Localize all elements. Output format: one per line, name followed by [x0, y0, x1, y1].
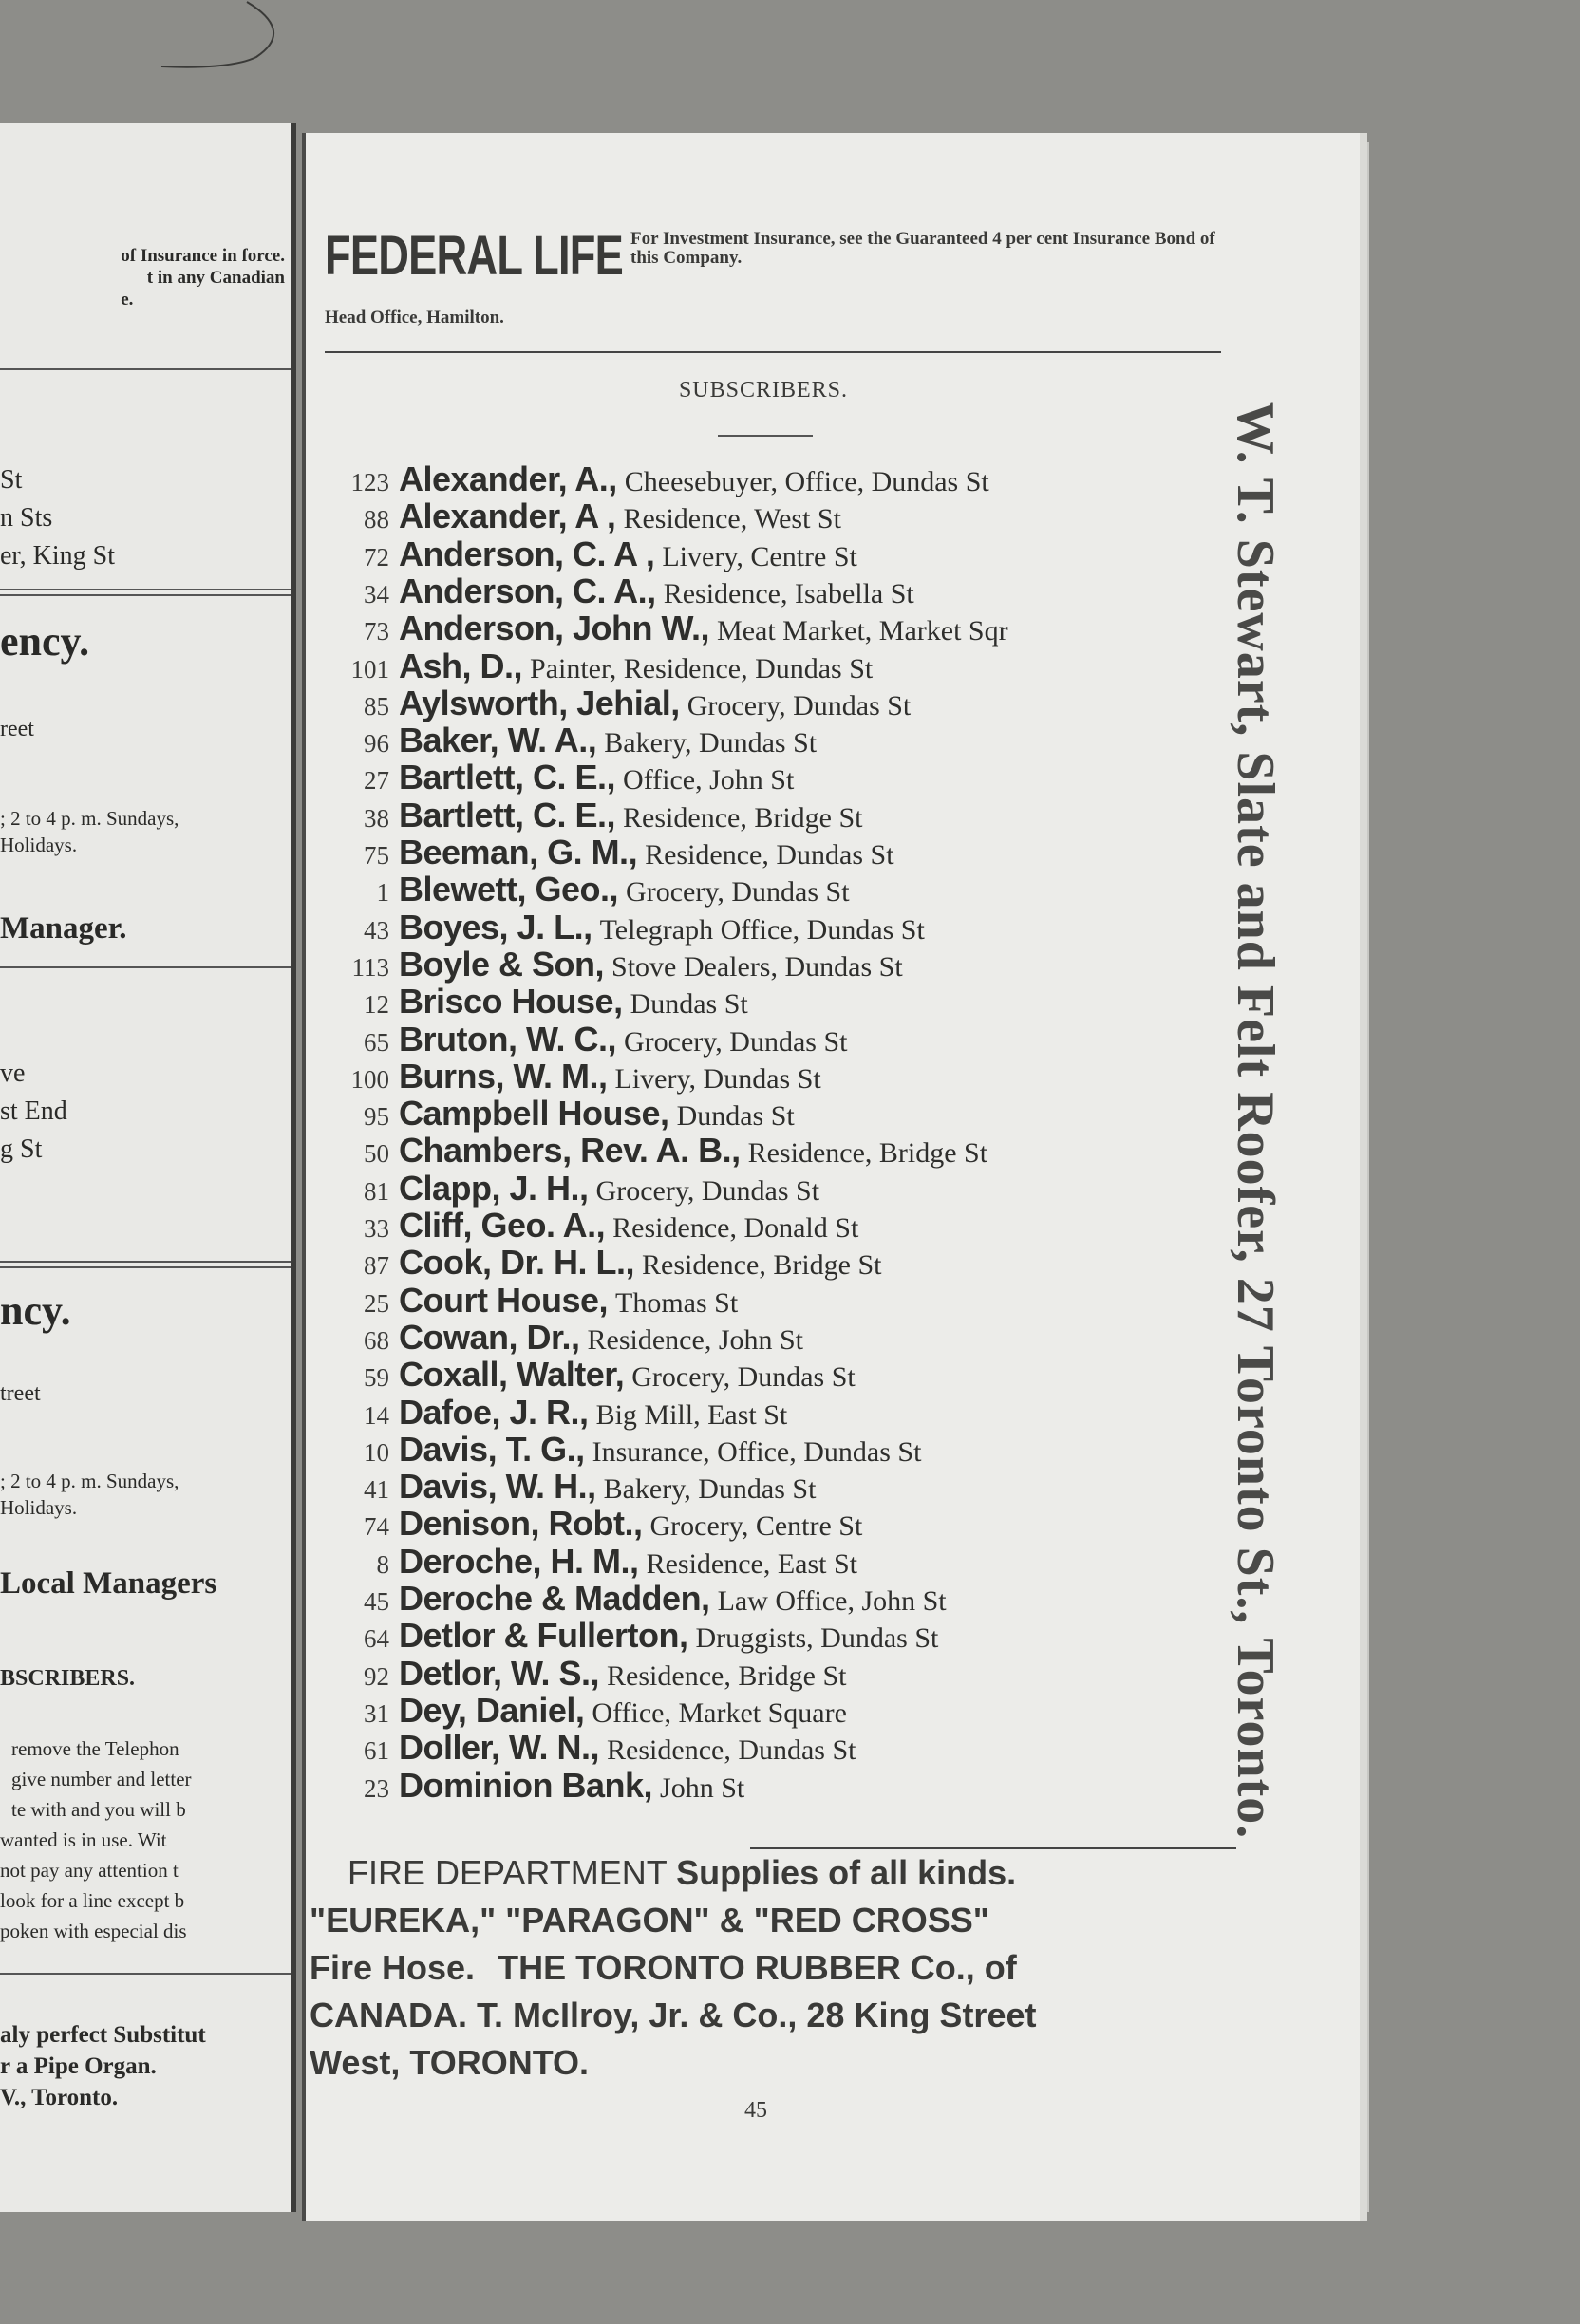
- phone-number: 101: [350, 654, 389, 684]
- subscriber-name: Burns, W. M.,: [399, 1056, 608, 1096]
- phone-number: 59: [364, 1363, 389, 1393]
- text-line: treet: [0, 1381, 41, 1406]
- divider: [0, 589, 291, 590]
- local-managers-heading: Local Managers: [0, 1566, 217, 1601]
- list-item: [306, 1728, 856, 1768]
- phone-number: 113: [351, 952, 389, 982]
- manager-heading: Manager.: [0, 911, 127, 946]
- subscriber-name: Bartlett, C. E.,: [399, 795, 616, 834]
- ad-line: West, TORONTO.: [310, 2043, 590, 2082]
- subscriber-name: Dafoe, J. R.,: [399, 1392, 589, 1432]
- list-item: [306, 908, 925, 945]
- subscriber-name: Detlor, W. S.,: [399, 1653, 600, 1693]
- subscriber-name: Davis, W. H.,: [399, 1467, 596, 1507]
- list-item: [306, 534, 857, 572]
- side-advertisement: W. T. Stewart, Slate and Felt Roofer, 27 Toronto St., Toronto.: [1226, 401, 1285, 1840]
- text-line: of Insurance in force.: [121, 246, 285, 266]
- list-item: [306, 1691, 847, 1728]
- text-line: Holidays.: [0, 1496, 78, 1519]
- phone-number: 87: [364, 1251, 389, 1281]
- phone-number: 8: [376, 1549, 389, 1579]
- ad-line: [310, 1849, 1240, 1897]
- subscriber-detail: Residence, Isabella St: [663, 577, 914, 609]
- list-item: [306, 1094, 795, 1134]
- subscriber-detail: Office, Market Square: [592, 1696, 847, 1729]
- phone-number: 1: [376, 878, 389, 908]
- list-item: [306, 1281, 738, 1318]
- phone-number: 10: [364, 1437, 389, 1467]
- subscriber-name: Cowan, Dr.,: [399, 1317, 580, 1357]
- subscriber-name: Anderson, C. A.,: [399, 571, 656, 610]
- subscriber-detail: Grocery, Dundas St: [626, 876, 850, 909]
- ad-line-bold: FIRE DEPARTMENT: [348, 1853, 668, 1892]
- subscriber-name: Cook, Dr. H. L.,: [399, 1243, 635, 1283]
- subscriber-name: Alexander, A ,: [399, 497, 616, 536]
- subscriber-detail: Residence, Donald St: [612, 1212, 859, 1244]
- subscriber-detail: Law Office, John St: [717, 1585, 947, 1617]
- list-item: [306, 1542, 857, 1579]
- subscriber-detail: Residence, Bridge St: [623, 801, 863, 834]
- subscriber-name: Blewett, Geo.,: [399, 870, 619, 909]
- text-line: n Sts: [0, 503, 53, 533]
- list-item: [306, 833, 894, 870]
- subscriber-name: Deroche, H. M.,: [399, 1541, 639, 1581]
- list-item: [306, 1393, 787, 1430]
- subscriber-detail: Cheesebuyer, Office, Dundas St: [624, 466, 989, 497]
- text-line: er, King St: [0, 541, 115, 571]
- phone-number: 96: [364, 729, 389, 759]
- subscriber-name: Brisco House,: [399, 982, 623, 1021]
- section-title: SUBSCRIBERS.: [678, 378, 849, 403]
- subscriber-detail: Residence, Dundas St: [607, 1734, 856, 1767]
- subscriber-detail: Druggists, Dundas St: [695, 1622, 939, 1655]
- list-item: [306, 1318, 803, 1355]
- list-item: [306, 1430, 921, 1467]
- list-item: [306, 1243, 882, 1283]
- subscriber-name: Anderson, John W.,: [399, 609, 710, 648]
- phone-number: 72: [364, 542, 389, 572]
- scribble-mark: [142, 0, 294, 76]
- text-line: e.: [121, 290, 134, 309]
- phone-number: 75: [364, 841, 389, 870]
- list-item: [306, 721, 817, 758]
- subscriber-name: Chambers, Rev. A. B.,: [399, 1131, 741, 1171]
- divider: [0, 368, 291, 370]
- list-item: [306, 647, 873, 684]
- phone-number: 31: [364, 1698, 389, 1728]
- ad-line: [310, 1944, 1240, 1992]
- phone-number: 38: [364, 803, 389, 833]
- list-item: [306, 982, 748, 1019]
- text-line: give number and letter: [11, 1768, 192, 1790]
- subscriber-name: Deroche & Madden,: [399, 1579, 710, 1618]
- left-insurance-text: [121, 245, 285, 310]
- text-line: reet: [0, 717, 34, 741]
- subscriber-name: Cliff, Geo. A.,: [399, 1206, 606, 1245]
- list-item: [306, 1504, 863, 1544]
- phone-number: 64: [364, 1624, 389, 1654]
- subscriber-detail: Grocery, Centre St: [649, 1510, 863, 1543]
- list-item: [306, 1169, 819, 1206]
- list-item: [306, 572, 914, 609]
- subscriber-detail: Bakery, Dundas St: [604, 727, 818, 759]
- ad-note: For Investment Insurance, see the Guaranteed 4 per cent Insurance Bond of this Company.: [630, 229, 1215, 268]
- subscriber-detail: Residence, Dundas St: [645, 839, 894, 871]
- subscriber-detail: Dundas St: [630, 988, 748, 1021]
- text-line: te with and you will b: [11, 1798, 186, 1821]
- subscriber-name: Boyes, J. L.,: [399, 907, 592, 946]
- subscriber-detail: Grocery, Dundas St: [595, 1174, 820, 1207]
- subscriber-detail: Thomas St: [615, 1286, 739, 1319]
- phone-number: 34: [364, 579, 389, 609]
- subscriber-name: Campbell House,: [399, 1094, 669, 1134]
- text-line: t in any Canadian: [146, 268, 285, 288]
- list-item: [306, 609, 1008, 646]
- ad-line-rest: Supplies of all kinds.: [676, 1853, 1017, 1892]
- phone-number: 81: [364, 1176, 389, 1206]
- text-line: ; 2 to 4 p. m. Sundays,: [0, 1470, 179, 1492]
- subscriber-name: Alexander, A.,: [399, 459, 617, 498]
- subscriber-name: Dey, Daniel,: [399, 1690, 585, 1730]
- phone-number: 27: [364, 766, 389, 796]
- subscriber-detail: Livery, Centre St: [662, 540, 857, 572]
- phone-number: 33: [364, 1214, 389, 1243]
- list-item: [306, 1020, 847, 1057]
- subscriber-name: Aylsworth, Jehial,: [399, 683, 680, 722]
- subscriber-detail: Telegraph Office, Dundas St: [599, 913, 925, 946]
- fire-department-ad: [310, 1849, 1240, 2087]
- list-item: [306, 1467, 817, 1507]
- subscriber-detail: Residence, Bridge St: [642, 1249, 882, 1282]
- phone-number: 45: [364, 1587, 389, 1616]
- divider: [0, 966, 291, 968]
- divider: [0, 1261, 291, 1263]
- left-page: [0, 123, 296, 2212]
- divider: [0, 1973, 291, 1975]
- subscriber-name: Ash, D.,: [399, 646, 523, 685]
- text-line: Holidays.: [0, 834, 78, 856]
- text-line: poken with especial dis: [0, 1920, 187, 1942]
- phone-number: 41: [364, 1475, 389, 1505]
- subscriber-detail: Residence, East St: [646, 1547, 858, 1580]
- phone-number: 100: [350, 1064, 389, 1094]
- list-item: [306, 459, 989, 497]
- phone-number: 50: [364, 1139, 389, 1169]
- subscriber-name: Court House,: [399, 1280, 609, 1320]
- list-item: [306, 1766, 744, 1803]
- subscriber-detail: John St: [660, 1771, 745, 1804]
- phone-number: 12: [364, 990, 389, 1020]
- text-line: V., Toronto.: [0, 2085, 119, 2110]
- subscriber-detail: Residence, Bridge St: [747, 1137, 988, 1170]
- subscriber-name: Davis, T. G.,: [399, 1429, 585, 1469]
- list-item: [306, 497, 841, 534]
- text-line: look for a line except b: [0, 1889, 185, 1912]
- text-line: g St: [0, 1134, 43, 1164]
- agency-heading: ncy.: [0, 1287, 71, 1334]
- subscribers-heading: BSCRIBERS.: [0, 1666, 136, 1691]
- subscriber-name: Bruton, W. C.,: [399, 1019, 616, 1059]
- text-line: aly perfect Substitut: [0, 2022, 206, 2048]
- subscriber-detail: Meat Market, Market Sqr: [717, 615, 1008, 647]
- phone-number: 92: [364, 1661, 389, 1691]
- ad-line: "EUREKA," "PARAGON" & "RED CROSS": [310, 1901, 989, 1940]
- subscriber-name: Beeman, G. M.,: [399, 833, 638, 872]
- subscriber-detail: Bakery, Dundas St: [603, 1473, 817, 1506]
- phone-number: 73: [364, 617, 389, 647]
- text-line: ; 2 to 4 p. m. Sundays,: [0, 807, 179, 830]
- phone-number: 85: [364, 691, 389, 721]
- list-item: [306, 796, 863, 833]
- agency-heading: ency.: [0, 618, 90, 665]
- phone-number: 74: [364, 1512, 389, 1542]
- subscriber-name: Dominion Bank,: [399, 1765, 653, 1805]
- phone-number: 68: [364, 1325, 389, 1355]
- phone-number: 65: [364, 1027, 389, 1057]
- ad-line-rest: THE TORONTO RUBBER Co., of: [498, 1948, 1017, 1987]
- list-item: [306, 1355, 856, 1395]
- list-item: [306, 1579, 947, 1616]
- subscriber-name: Bartlett, C. E.,: [399, 758, 616, 797]
- list-item: [306, 1616, 939, 1656]
- subscriber-detail: Grocery, Dundas St: [687, 689, 912, 722]
- list-item: [306, 870, 850, 907]
- text-line: r a Pipe Organ.: [0, 2053, 157, 2079]
- subscriber-name: Baker, W. A.,: [399, 721, 597, 760]
- divider: [325, 351, 1221, 353]
- subscriber-name: Doller, W. N.,: [399, 1728, 600, 1768]
- divider: [0, 594, 291, 596]
- subscriber-detail: Big Mill, East St: [595, 1398, 788, 1431]
- subscriber-detail: Residence, West St: [623, 503, 841, 535]
- phone-number: 43: [364, 915, 389, 945]
- phone-number: 14: [364, 1400, 389, 1430]
- subscriber-name: Clapp, J. H.,: [399, 1168, 589, 1208]
- phone-number: 25: [364, 1288, 389, 1318]
- subscriber-detail: Residence, Bridge St: [607, 1659, 847, 1692]
- page-number: 45: [744, 2098, 767, 2123]
- phone-number: 23: [364, 1773, 389, 1803]
- ad-line-bold: Fire Hose.: [310, 1948, 476, 1987]
- subscriber-name: Boyle & Son,: [399, 944, 605, 984]
- subscriber-detail: Painter, Residence, Dundas St: [530, 652, 874, 684]
- text-line: not pay any attention t: [0, 1859, 179, 1882]
- subscriber-name: Coxall, Walter,: [399, 1355, 625, 1395]
- phone-number: 61: [364, 1736, 389, 1766]
- phone-number: 123: [350, 468, 389, 497]
- list-item: [306, 1206, 858, 1243]
- head-office: Head Office, Hamilton.: [325, 308, 504, 328]
- list-item: [306, 945, 903, 982]
- subscriber-detail: Residence, John St: [587, 1323, 804, 1356]
- list-item: [306, 1131, 988, 1171]
- subscriber-detail: Grocery, Dundas St: [631, 1361, 856, 1394]
- subscriber-name: Denison, Robt.,: [399, 1504, 643, 1544]
- text-line: St: [0, 465, 23, 495]
- ad-line: CANADA. T. McIlroy, Jr. & Co., 28 King Street: [310, 1996, 1037, 2034]
- list-item: [306, 684, 911, 721]
- text-line: st End: [0, 1096, 67, 1126]
- divider: [0, 1266, 291, 1268]
- ad-title: FEDERAL LIFE: [325, 225, 624, 287]
- subscriber-detail: Stove Dealers, Dundas St: [611, 950, 903, 983]
- divider: [718, 435, 813, 437]
- phone-number: 88: [364, 505, 389, 534]
- subscriber-detail: Livery, Dundas St: [614, 1062, 821, 1095]
- list-item: [306, 758, 794, 795]
- text-line: wanted is in use. Wit: [0, 1828, 167, 1851]
- subscriber-name: Detlor & Fullerton,: [399, 1616, 688, 1656]
- subscriber-name: Anderson, C. A ,: [399, 534, 655, 573]
- list-item: [306, 1057, 821, 1094]
- subscriber-detail: Office, John St: [623, 764, 795, 797]
- phone-number: 95: [364, 1102, 389, 1132]
- right-page: [302, 133, 1360, 2221]
- subscriber-detail: Dundas St: [676, 1100, 795, 1133]
- text-line: ve: [0, 1059, 26, 1088]
- subscriber-detail: Grocery, Dundas St: [623, 1025, 848, 1058]
- list-item: [306, 1654, 847, 1691]
- text-line: remove the Telephon: [11, 1737, 179, 1760]
- subscriber-detail: Insurance, Office, Dundas St: [592, 1435, 922, 1468]
